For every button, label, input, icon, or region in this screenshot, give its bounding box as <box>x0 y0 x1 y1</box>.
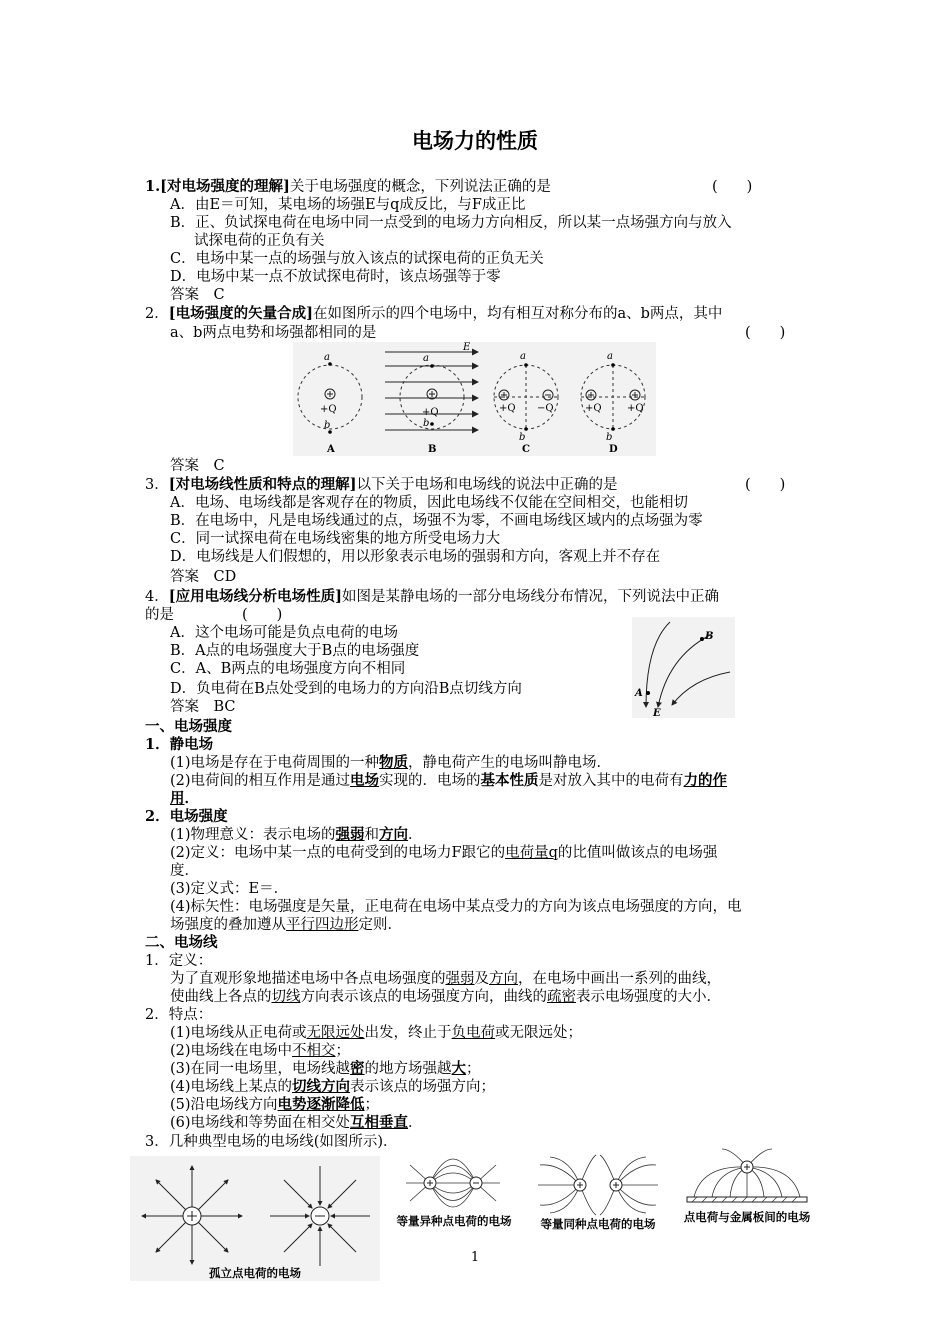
unlike-charges-diagram <box>388 1153 520 1231</box>
q4-point-b: B <box>705 631 714 642</box>
section2-heading: 二、电场线 <box>145 934 218 951</box>
fig-c-charge-left: +Q <box>499 403 516 414</box>
section2-sub2: 2．特点： <box>145 1007 213 1023</box>
q1-tag: [对电场强度的理解] <box>160 178 290 195</box>
feature-6: (6)电场线和等势面在相交处互相垂直． <box>170 1114 423 1131</box>
q1-option-a: A．由E＝可知，某电场的场强E与q成反比，与F成正比 <box>170 197 526 213</box>
page-title: 电场力的性质 <box>412 128 538 153</box>
fig-d-point-b: b <box>606 432 613 443</box>
feature-5: (5)沿电场线方向电势逐渐降低； <box>170 1096 380 1113</box>
caption-unlike: 等量异种点电荷的电场 <box>396 1214 512 1228</box>
s1-item-2-cont: 用． <box>170 790 199 807</box>
q4-point-a: A <box>635 688 643 699</box>
q4-figure <box>632 617 735 718</box>
fig-a-point-b: b <box>324 420 331 431</box>
s2-item-4-cont: 场强度的叠加遵从平行四边形定则． <box>170 917 402 933</box>
q3-option-a: A．电场、电场线都是客观存在的物质，因此电场线不仅能在空间相交，也能相切 <box>170 495 688 511</box>
fig-label-a: A <box>327 444 335 455</box>
q4-answer: 答案 BC <box>170 699 236 715</box>
s2-item-2-cont: 度． <box>170 863 199 879</box>
q1-paren: ( ) <box>712 179 753 195</box>
fig-d-charge-left: +Q <box>585 403 602 414</box>
caption-like: 等量同种点电荷的电场 <box>540 1217 656 1231</box>
caption-isolated: 孤立点电荷的电场 <box>209 1266 301 1280</box>
section2-sub3: 3．几种典型电场的电场线(如图所示)． <box>145 1134 398 1150</box>
fig-label-d: D <box>609 444 618 455</box>
q1-stem: 1.[对电场强度的理解]关于电场强度的概念，下列说法正确的是 <box>145 178 551 195</box>
q3-stem: 3．[对电场线性质和特点的理解]以下关于电场和电场线的说法中正确的是 <box>145 476 618 493</box>
fig-b-point-a: a <box>423 353 429 364</box>
feature-1: (1)电场线从正电荷或无限远处出发，终止于负电荷或无限远处； <box>170 1025 583 1041</box>
q2-answer: 答案 C <box>170 458 225 474</box>
q1-answer: 答案 C <box>170 287 225 303</box>
q3-option-c: C．同一试探电荷在电场线密集的地方所受电场力大 <box>170 531 501 547</box>
field-lines-diagram <box>632 617 735 718</box>
fig-d-point-a: a <box>607 351 613 362</box>
q2-stem-cont: a、b两点电势和场强都相同的是 <box>170 325 377 341</box>
q1-option-b-cont: 试探电荷的正负有关 <box>194 233 325 249</box>
section1-sub1: 1．静电场 <box>145 736 214 753</box>
q4-stem: 4．[应用电场线分析电场性质]如图是某静电场的一部分电场线分布情况，下列说法中正确 <box>145 588 719 605</box>
q2-paren: ( ) <box>745 325 786 341</box>
s1-item-1: (1)电场是存在于电荷周围的一种物质，静电荷产生的电场叫静电场． <box>170 754 612 771</box>
s1-item-2: (2)电荷间的相互作用是通过电场实现的．电场的基本性质是对放入其中的电荷有力的作 <box>170 772 728 789</box>
fig-b-charge: +Q <box>422 407 439 418</box>
like-charges-diagram <box>530 1153 666 1233</box>
feature-3: (3)在同一电场里，电场线越密的地方场强越大； <box>170 1060 481 1077</box>
section2-sub1: 1．定义： <box>145 953 213 969</box>
feature-4: (4)电场线上某点的切线方向表示该点的场强方向； <box>170 1078 496 1095</box>
q1-option-b: B．正、负试探电荷在电场中同一点受到的电场力方向相反，所以某一点场强方向与放入 <box>170 215 732 231</box>
q4-field-label: E <box>653 708 661 718</box>
q3-answer: 答案 CD <box>170 569 237 585</box>
q2-stem: 2．[电场强度的矢量合成]在如图所示的四个电场中，均有相互对称分布的a、b两点，其中 <box>145 305 723 322</box>
q4-option-c: C．A、B两点的电场强度方向不相同 <box>170 661 406 677</box>
fig-label-c: C <box>522 444 530 455</box>
fig-b-field-label: E <box>463 342 471 353</box>
q1-option-d: D．电场中某一点不放试探电荷时，该点场强等于零 <box>170 269 501 285</box>
s2-item-3: (3)定义式：E＝． <box>170 881 289 897</box>
four-fields-diagram <box>293 342 656 456</box>
fig-c-point-b: b <box>519 432 526 443</box>
q4-stem-cont: 的是 <box>145 607 174 623</box>
plate-charge-diagram <box>672 1145 822 1229</box>
q2-tag: [电场强度的矢量合成] <box>168 305 313 322</box>
s2-item-1: (1)物理意义：表示电场的强弱和方向． <box>170 826 423 843</box>
def-line-1: 为了直观形象地描述电场中各点电场强度的强弱及方向，在电场中画出一系列的曲线， <box>170 971 721 987</box>
s2-item-4: (4)标矢性：电场强度是矢量，正电荷在电场中某点受力的方向为该点电场强度的方向，电 <box>170 899 742 915</box>
fig-b-point-b: b <box>423 418 430 429</box>
q3-paren: ( ) <box>745 477 786 493</box>
q1-option-c: C．电场中某一点的场强与放入该点的试探电荷的正负无关 <box>170 251 544 267</box>
fig-c-charge-right: −Q <box>537 403 554 414</box>
s2-item-2: (2)定义：电场中某一点的电荷受到的电场力F跟它的电荷量q的比值叫做该点的电场强 <box>170 845 718 861</box>
q3-option-b: B．在电场中，凡是电场线通过的点，场强不为零，不画电场线区域内的点场强为零 <box>170 513 703 529</box>
q4-paren: ( ) <box>242 607 283 623</box>
fig-a-charge: +Q <box>320 404 337 415</box>
feature-2: (2)电场线在电场中不相交； <box>170 1043 351 1059</box>
caption-plate: 点电荷与金属板间的电场 <box>683 1210 811 1224</box>
unlike-charges-figure <box>388 1153 520 1231</box>
like-charges-figure <box>530 1153 666 1233</box>
page-number: 1 <box>470 1250 480 1265</box>
section1-sub2: 2．电场强度 <box>145 808 228 825</box>
q4-option-d: D．负电荷在B点处受到的电场力的方向沿B点切线方向 <box>170 681 522 697</box>
q2-figure <box>293 342 656 456</box>
q4-tag: [应用电场线分析电场性质] <box>168 588 342 605</box>
fig-c-point-a: a <box>520 351 526 362</box>
q4-option-a: A．这个电场可能是负点电荷的电场 <box>170 625 398 641</box>
fig-a-point-a: a <box>324 352 330 363</box>
section1-heading: 一、电场强度 <box>145 718 232 735</box>
q3-tag: [对电场线性质和特点的理解] <box>168 476 357 493</box>
q4-option-b: B．A点的电场强度大于B点的电场强度 <box>170 643 420 659</box>
fig-d-charge-right: +Q <box>627 403 644 414</box>
def-line-2: 使曲线上各点的切线方向表示该点的电场强度方向，曲线的疏密表示电场强度的大小． <box>170 989 721 1005</box>
q3-option-d: D．电场线是人们假想的，用以形象表示电场的强弱和方向，客观上并不存在 <box>170 549 661 565</box>
fig-label-b: B <box>428 444 437 455</box>
plate-charge-figure <box>672 1145 822 1229</box>
